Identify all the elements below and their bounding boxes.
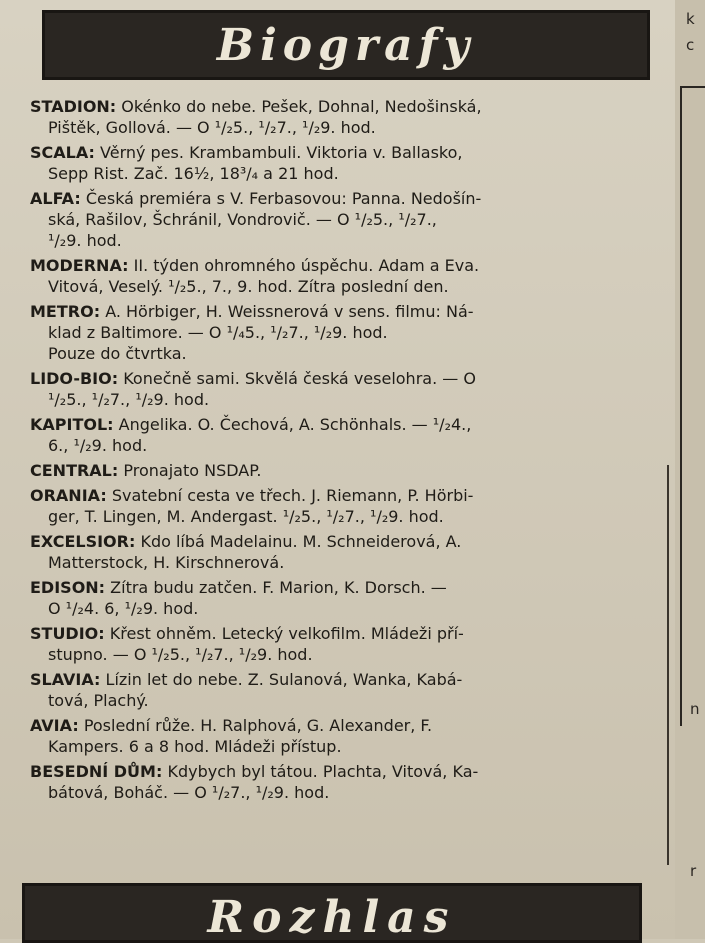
- entry-line: [30, 644, 670, 665]
- entry-line: [30, 736, 670, 757]
- entry-line: [30, 188, 670, 209]
- cinema-entry: [30, 414, 670, 456]
- entry-text: Věrný pes. Krambambuli. Viktoria v. Ballasko,: [100, 143, 463, 162]
- entry-line: [30, 531, 670, 552]
- entry-line: [30, 301, 670, 322]
- adjacent-fragment: r: [690, 862, 697, 880]
- entry-line: [30, 414, 670, 435]
- entry-text: Konečně sami. Skvělá česká veselohra. — O: [123, 369, 476, 388]
- cinema-entry: [30, 368, 670, 410]
- entry-line: [30, 163, 670, 184]
- cinema-name: MODERNA:: [30, 256, 129, 275]
- entry-text: Svatební cesta ve třech. J. Riemann, P. Hörbi-: [111, 486, 474, 505]
- entry-line: [30, 552, 670, 573]
- entry-text: Lízin let do nebe. Z. Sulanová, Wanka, Kabá-: [105, 670, 463, 689]
- entry-text: ¹/₂9. hod.: [48, 231, 122, 250]
- section-title: Biografy: [216, 19, 476, 71]
- adjacent-column-box: [680, 86, 705, 726]
- entry-text: tová, Plachý.: [48, 691, 149, 710]
- entry-text: ¹/₂5., ¹/₂7., ¹/₂9. hod.: [48, 390, 210, 409]
- entry-text: Okénko do nebe. Pešek, Dohnal, Nedošinská,: [121, 97, 482, 116]
- entry-line: [30, 117, 670, 138]
- entry-line: [30, 276, 670, 297]
- section-header-banner: [42, 10, 650, 80]
- entry-text: 6., ¹/₂9. hod.: [48, 436, 148, 455]
- entry-line: [30, 368, 670, 389]
- entry-line: [30, 230, 670, 251]
- entry-line: [30, 460, 670, 481]
- entry-text: Kdybych byl tátou. Plachta, Vitová, Ka-: [167, 762, 479, 781]
- entry-text: bátová, Boháč. — O ¹/₂7., ¹/₂9. hod.: [48, 783, 330, 802]
- adjacent-fragment: c: [686, 36, 695, 54]
- cinema-entry: [30, 623, 670, 665]
- cinema-name: SCALA:: [30, 143, 95, 162]
- next-section-title: Rozhlas: [207, 892, 457, 943]
- cinema-entry: [30, 142, 670, 184]
- entry-text: klad z Baltimore. — O ¹/₄5., ¹/₂7., ¹/₂9. hod.: [48, 323, 388, 342]
- entry-line: [30, 598, 670, 619]
- entry-line: [30, 669, 670, 690]
- cinema-name: KAPITOL:: [30, 415, 114, 434]
- cinema-name: STUDIO:: [30, 624, 105, 643]
- entry-line: [30, 322, 670, 343]
- cinema-entry: [30, 715, 670, 757]
- entry-text: Poslední růže. H. Ralphová, G. Alexander, F.: [83, 716, 433, 735]
- entry-line: [30, 485, 670, 506]
- adjacent-fragment: k: [686, 10, 695, 28]
- cinema-entry: [30, 188, 670, 251]
- entry-line: [30, 255, 670, 276]
- cinema-listing: [30, 96, 670, 807]
- entry-text: O ¹/₂4. 6, ¹/₂9. hod.: [48, 599, 199, 618]
- entry-line: [30, 506, 670, 527]
- entry-text: Kdo líbá Madelainu. M. Schneiderová, A.: [140, 532, 462, 551]
- cinema-name: SLAVIA:: [30, 670, 101, 689]
- cinema-name: METRO:: [30, 302, 101, 321]
- cinema-entry: [30, 255, 670, 297]
- entry-text: Pouze do čtvrtka.: [48, 344, 187, 363]
- entry-text: II. týden ohromného úspěchu. Adam a Eva.: [133, 256, 480, 275]
- entry-text: stupno. — O ¹/₂5., ¹/₂7., ¹/₂9. hod.: [48, 645, 313, 664]
- cinema-name: BESEDNÍ DŮM:: [30, 762, 163, 781]
- entry-text: Pištěk, Gollová. — O ¹/₂5., ¹/₂7., ¹/₂9. hod.: [48, 118, 376, 137]
- cinema-name: AVIA:: [30, 716, 79, 735]
- cinema-name: ALFA:: [30, 189, 81, 208]
- cinema-name: LIDO-BIO:: [30, 369, 119, 388]
- cinema-name: STADION:: [30, 97, 117, 116]
- cinema-entry: [30, 485, 670, 527]
- cinema-name: CENTRAL:: [30, 461, 119, 480]
- entry-text: Kampers. 6 a 8 hod. Mládeži přístup.: [48, 737, 342, 756]
- cinema-name: EDISON:: [30, 578, 106, 597]
- entry-line: [30, 782, 670, 803]
- entry-text: Křest ohněm. Letecký velkofilm. Mládeži pří-: [109, 624, 464, 643]
- entry-line: [30, 389, 670, 410]
- entry-line: [30, 690, 670, 711]
- entry-line: [30, 577, 670, 598]
- entry-line: [30, 715, 670, 736]
- next-section-banner: [22, 883, 642, 943]
- cinema-entry: [30, 531, 670, 573]
- entry-text: Pronajato NSDAP.: [123, 461, 262, 480]
- entry-line: [30, 142, 670, 163]
- entry-text: Angelika. O. Čechová, A. Schönhals. — ¹/₂4.,: [118, 415, 472, 434]
- entry-text: Sepp Rist. Zač. 16½, 18³/₄ a 21 hod.: [48, 164, 339, 183]
- cinema-entry: [30, 669, 670, 711]
- entry-text: Zítra budu zatčen. F. Marion, K. Dorsch. —: [110, 578, 447, 597]
- entry-text: Matterstock, H. Kirschnerová.: [48, 553, 285, 572]
- cinema-entry: [30, 96, 670, 138]
- entry-line: [30, 343, 670, 364]
- entry-line: [30, 623, 670, 644]
- entry-text: Česká premiéra s V. Ferbasovou: Panna. Nedošín-: [85, 189, 482, 208]
- entry-text: A. Hörbiger, H. Weissnerová v sens. filmu: Ná-: [105, 302, 474, 321]
- cinema-name: EXCELSIOR:: [30, 532, 136, 551]
- cinema-name: ORANIA:: [30, 486, 107, 505]
- cinema-entry: [30, 460, 670, 481]
- entry-text: ger, T. Lingen, M. Andergast. ¹/₂5., ¹/₂7., ¹/₂9. hod.: [48, 507, 444, 526]
- entry-line: [30, 209, 670, 230]
- cinema-entry: [30, 577, 670, 619]
- adjacent-fragment: n: [690, 700, 700, 718]
- entry-line: [30, 435, 670, 456]
- entry-text: Vitová, Veselý. ¹/₂5., 7., 9. hod. Zítra poslední den.: [48, 277, 449, 296]
- entry-line: [30, 761, 670, 782]
- cinema-entry: [30, 301, 670, 364]
- entry-line: [30, 96, 670, 117]
- entry-text: ská, Rašilov, Šchránil, Vondrovič. — O ¹/₂5., ¹/₂7.,: [48, 210, 437, 229]
- cinema-entry: [30, 761, 670, 803]
